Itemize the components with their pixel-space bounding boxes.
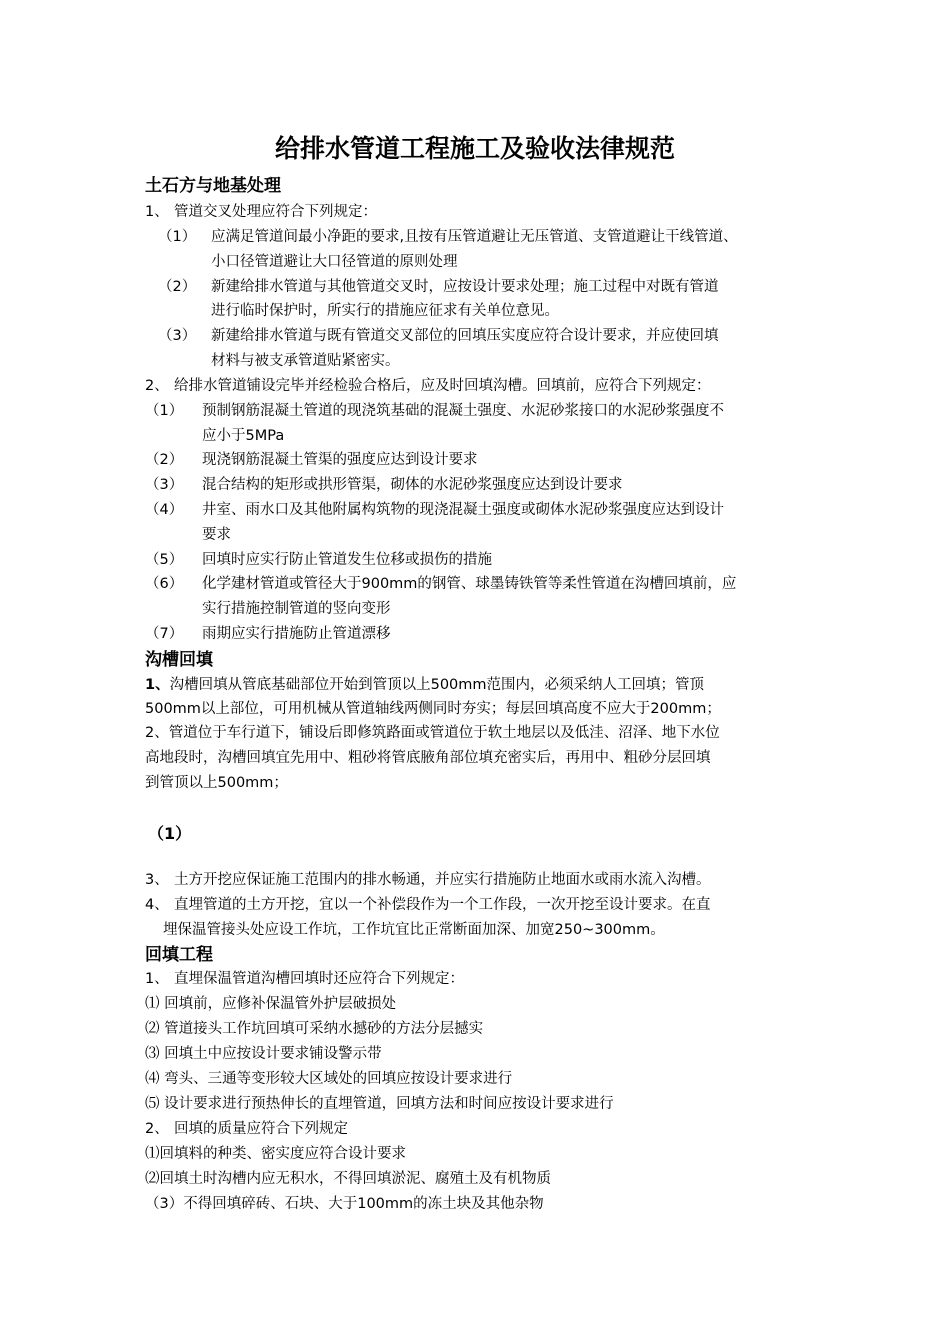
paragraph-line: 给排水管道铺设完毕并经检验合格后，应及时回填沟槽。回填前，应符合下列规定： [174, 378, 711, 394]
paragraph-line: 到管顶以上500mm； [145, 775, 288, 791]
sub-item-line: 实行措施控制管道的竖向变形 [202, 601, 391, 617]
sub-item-number: （3） [158, 328, 197, 344]
sub-item-number: （5） [145, 552, 184, 568]
sub-item-number: （3） [145, 477, 184, 493]
sub-item-number: （1） [158, 229, 197, 245]
paragraph-line: 直埋保温管道沟槽回填时还应符合下列规定： [174, 971, 464, 987]
sub-item-line: 混合结构的矩形或拱形管渠，砌体的水泥砂浆强度应达到设计要求 [202, 477, 623, 493]
sub-item-line: 新建给排水管道与既有管道交叉部位的回填压实度应符合设计要求，并应使回填 [211, 328, 719, 344]
sub-item-line: 化学建材管道或管径大于900mm的钢管、球墨铸铁管等柔性管道在沟槽回填前，应 [202, 576, 737, 592]
section-heading-earthwork: 土石方与地基处理 [145, 176, 281, 196]
paragraph-line: 高地段时，沟槽回填宜先用中、粗砂将管底腋角部位填充密实后，再用中、粗砂分层回填 [145, 750, 711, 766]
paragraph-line: 回填的质量应符合下列规定 [174, 1121, 348, 1137]
sub-item-number: （7） [145, 626, 184, 642]
sub-item-line: （3）不得回填碎砖、石块、大于100mm的冻土块及其他杂物 [145, 1196, 544, 1212]
sub-item-line: ⑶ 回填土中应按设计要求铺设警示带 [145, 1046, 382, 1062]
paragraph-line: 土方开挖应保证施工范围内的排水畅通，并应实行措施防止地面水或雨水流入沟槽。 [174, 872, 711, 888]
item-number: 2、 [145, 1121, 169, 1137]
sub-item-number: （2） [158, 279, 197, 295]
item-number: 3、 [145, 872, 169, 888]
paragraph-line [145, 674, 704, 696]
section-heading-trench-backfill: 沟槽回填 [145, 650, 213, 670]
sub-item-number: （6） [145, 576, 184, 592]
item-number: 1、 [145, 971, 169, 987]
sub-item-number: （1） [145, 403, 184, 419]
sub-item-line: 井室、雨水口及其他附属构筑物的现浇混凝土强度或砌体水泥砂浆强度应达到设计 [202, 502, 724, 518]
item-number: 1、 [145, 204, 169, 220]
paragraph-text: 沟槽回填从管底基础部位开始到管顶以上500mm范围内，必须采纳人工回填；管顶 [169, 677, 705, 693]
sub-item-line: ⑸ 设计要求进行预热伸长的直埋管道，回填方法和时间应按设计要求进行 [145, 1096, 614, 1112]
paragraph-line: 埋保温管接头处应设工作坑，工作坑宜比正常断面加深、加宽250~300mm。 [163, 922, 665, 938]
document-title: 给排水管道工程施工及验收法律规范 [274, 134, 675, 163]
sub-item-line: ⑴ 回填前，应修补保温管外护层破损处 [145, 996, 397, 1012]
item-number: 1、 [145, 677, 170, 693]
sub-item-line: 小口径管道避让大口径管道的原则处理 [211, 254, 458, 270]
sub-item-line: 要求 [202, 527, 231, 543]
sub-item-line: 雨期应实行措施防止管道漂移 [202, 626, 391, 642]
sub-item-line: ⑵回填土时沟槽内应无积水，不得回填淤泥、腐殖土及有机物质 [145, 1171, 551, 1187]
sub-item-line: 材料与被支承管道贴紧密实。 [211, 353, 400, 369]
sub-item-line: 回填时应实行防止管道发生位移或损伤的措施 [202, 552, 492, 568]
sub-item-line: ⑵ 管道接头工作坑回填可采纳水撼砂的方法分层撼实 [145, 1021, 484, 1037]
paragraph-line: 直埋管道的土方开挖，宜以一个补偿段作为一个工作段，一次开挖至设计要求。在直 [174, 897, 711, 913]
paragraph-line: 管道交叉处理应符合下列规定： [174, 204, 377, 220]
sub-item-line: 应小于5MPa [202, 428, 285, 444]
sub-item-number: （4） [145, 502, 184, 518]
item-number: 4、 [145, 897, 169, 913]
sub-item-line: ⑷ 弯头、三通等变形较大区域处的回填应按设计要求进行 [145, 1071, 513, 1087]
paragraph-line: 500mm以上部位，可用机械从管道轴线两侧同时夯实；每层回填高度不应大于200mm； [145, 701, 721, 717]
lone-item-number: （1） [148, 824, 192, 843]
sub-item-line: 应满足管道间最小净距的要求,且按有压管道避让无压管道、支管道避让干线管道、 [211, 229, 738, 245]
sub-item-line: 预制钢筋混凝土管道的现浇筑基础的混凝土强度、水泥砂浆接口的水泥砂浆强度不 [202, 403, 724, 419]
sub-item-line: 新建给排水管道与其他管道交叉时，应按设计要求处理；施工过程中对既有管道 [211, 279, 719, 295]
item-number: 2、 [145, 378, 169, 394]
sub-item-line: 现浇钢筋混凝土管渠的强度应达到设计要求 [202, 452, 478, 468]
sub-item-line: 进行临时保护时，所实行的措施应征求有关单位意见。 [211, 303, 559, 319]
section-heading-backfill-works: 回填工程 [145, 945, 213, 965]
sub-item-number: （2） [145, 452, 184, 468]
sub-item-line: ⑴回填料的种类、密实度应符合设计要求 [145, 1146, 406, 1162]
paragraph-line: 2、管道位于车行道下，铺设后即修筑路面或管道位于软土地层以及低洼、沼泽、地下水位 [145, 725, 720, 741]
